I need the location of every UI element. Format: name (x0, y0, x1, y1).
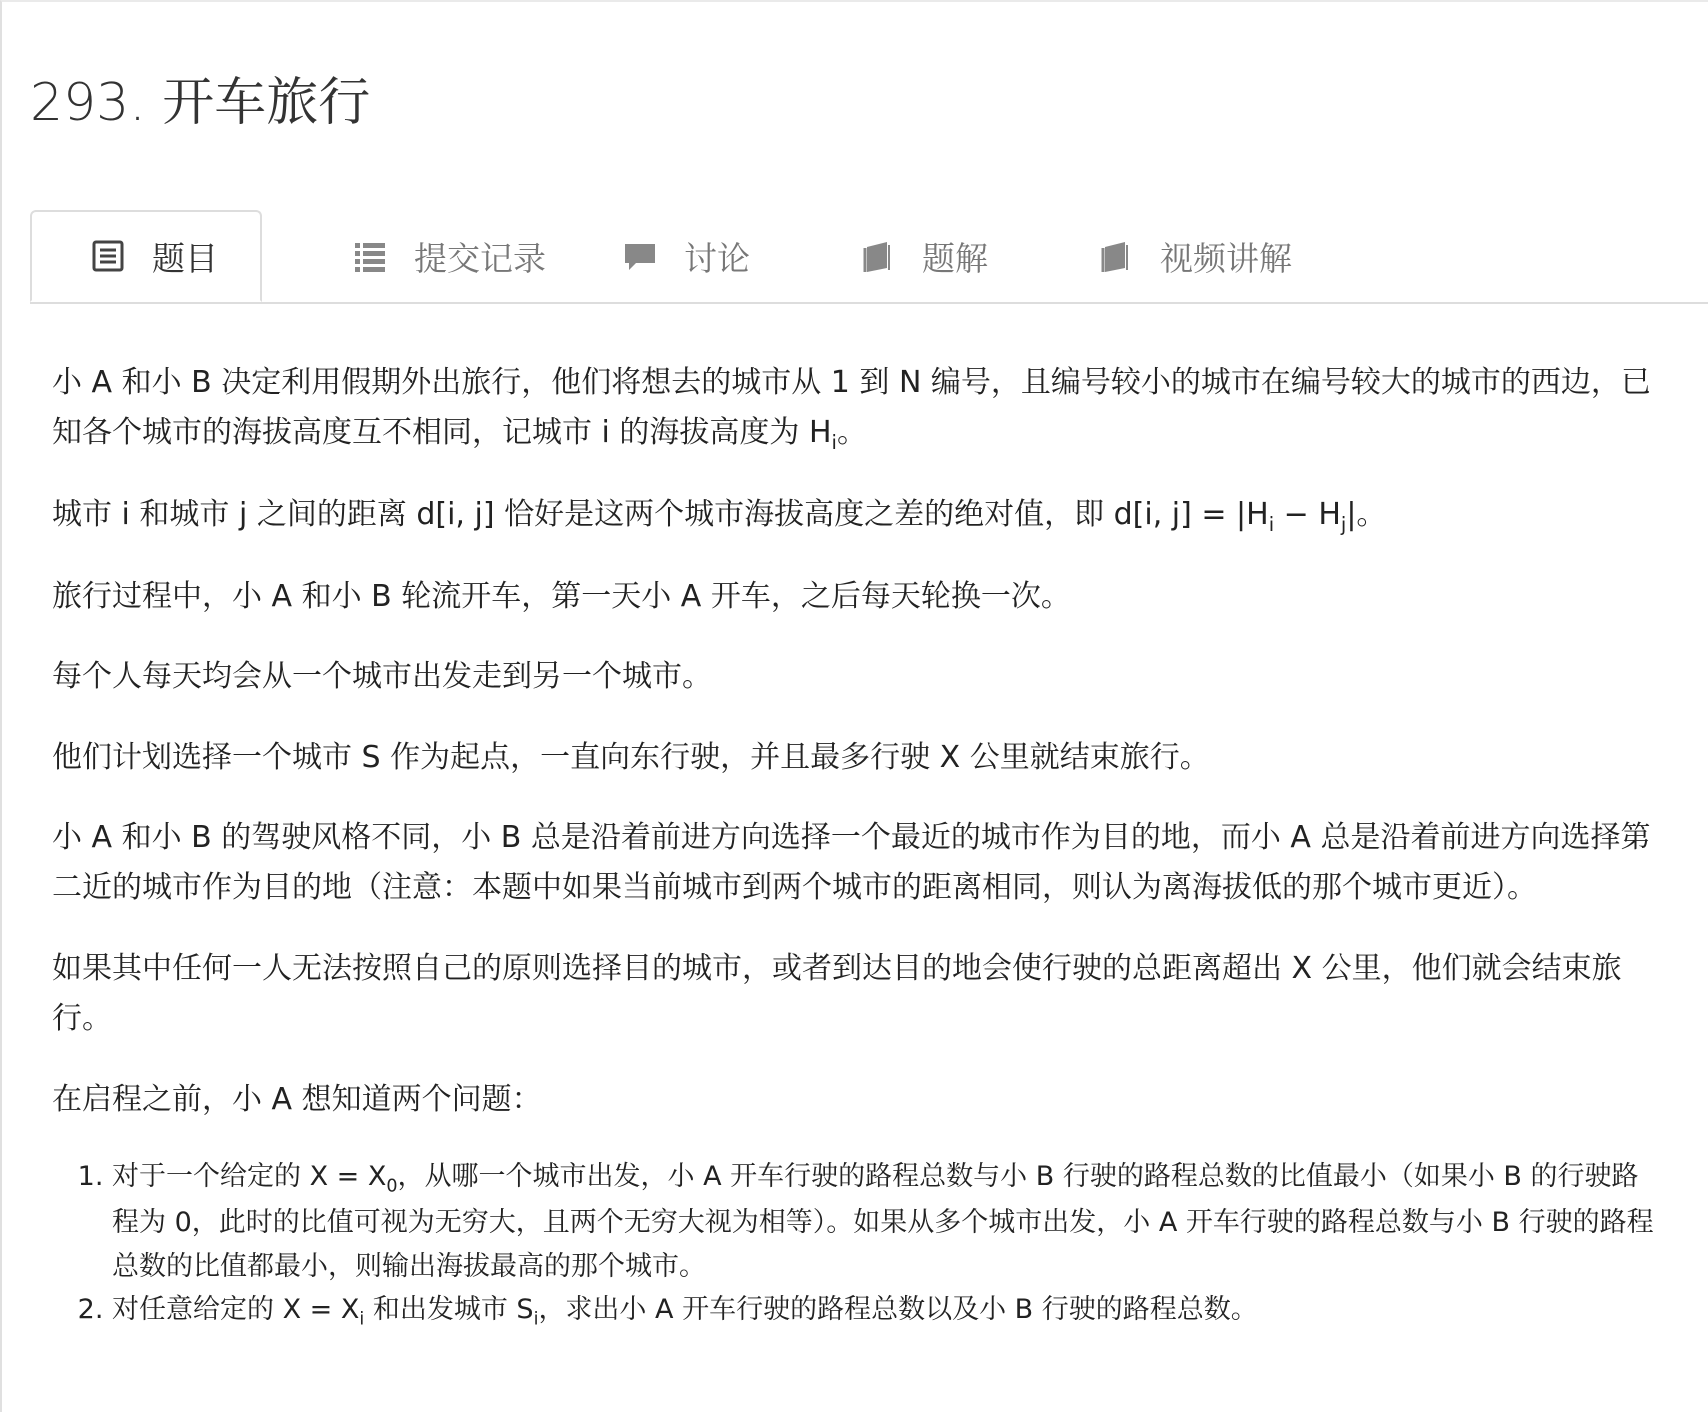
document-list-icon (88, 236, 128, 276)
page-title: 293. 开车旅行 (30, 73, 371, 133)
paragraph: 他们计划选择一个城市 S 作为起点，一直向东行驶，并且最多行驶 X 公里就结束旅行。 (52, 739, 1210, 775)
tab-bar (30, 210, 1708, 304)
tab-problem[interactable] (30, 210, 262, 302)
paragraph: 每个人每天均会从一个城市出发走到另一个城市。 (52, 659, 712, 695)
paragraph: 城市 i 和城市 j 之间的距离 d[i, j] 恰好是这两个城市海拔高度之差的绝对值，即 d[i, $j] = |H_i - H_j|$。 (52, 497, 1387, 537)
paragraph: 小 A 和小 B 的驾驶风格不同，小 B 总是沿着前进方向选择一个最近的城市作为目的地，而小 A 总是沿着前进方向选择第二近的城市作为目的地（注意：本题中如果当前城市到两个城市的距离相同，则认为离海拔低的那个城市更近）。 (52, 820, 1651, 906)
paragraph: 小 A 和小 B 决定利用假期外出旅行，他们将想去的城市从 1 到 N 编号，且编号较小的城市在编号较大的城市的西边，已知各个城市的海拔高度互不相同，记城市 i 的海拔高度为 $H_i$。 (52, 365, 1651, 455)
book-icon (1096, 236, 1136, 276)
tab-video[interactable] (1096, 210, 1292, 302)
tab-label: 提交记录 (414, 238, 546, 278)
tab-label: 题解 (922, 238, 988, 278)
tab-label: 视频讲解 (1160, 238, 1292, 278)
tab-label: 讨论 (684, 238, 750, 278)
tab-solutions[interactable] (858, 210, 988, 302)
list-icon (350, 236, 390, 276)
book-icon (858, 236, 898, 276)
tab-label: 题目 (152, 238, 218, 278)
tab-discussion[interactable] (620, 210, 750, 302)
question-list (52, 1155, 1662, 1334)
paragraph: 旅行过程中，小 A 和小 B 轮流开车，第一天小 A 开车，之后每天轮换一次。 (52, 578, 1071, 614)
list-item: 2. 对任意给定的 $X = X_i$ 和出发城市 $S_i$，求出小 A 开车行驶的路程总数以及小 B 行驶的路程总数。 (112, 1288, 1662, 1334)
comment-icon (620, 236, 660, 276)
list-item: 1. 对于一个给定的 $X = X_0$，从哪一个城市出发，小 A 开车行驶的路程总数与小 B 行驶的路程总数的比值最小（如果小 B 的行驶路程为 0，此时的比值可视为无穷大，且两个无穷大视为相等）。如果从多个城市出发，小 A 开车行驶的路程总数与小 B 行驶的路程总数的比值都最小，则输出海拔最高的那个城市。 (112, 1155, 1662, 1288)
problem-description (52, 358, 1662, 1334)
paragraph: 在启程之前，小 A 想知道两个问题： (52, 1081, 542, 1117)
paragraph: 如果其中任何一人无法按照自己的原则选择目的城市，或者到达目的地会使行驶的总距离超出 X 公里，他们就会结束旅行。 (52, 950, 1622, 1037)
tab-submissions[interactable] (350, 210, 546, 302)
